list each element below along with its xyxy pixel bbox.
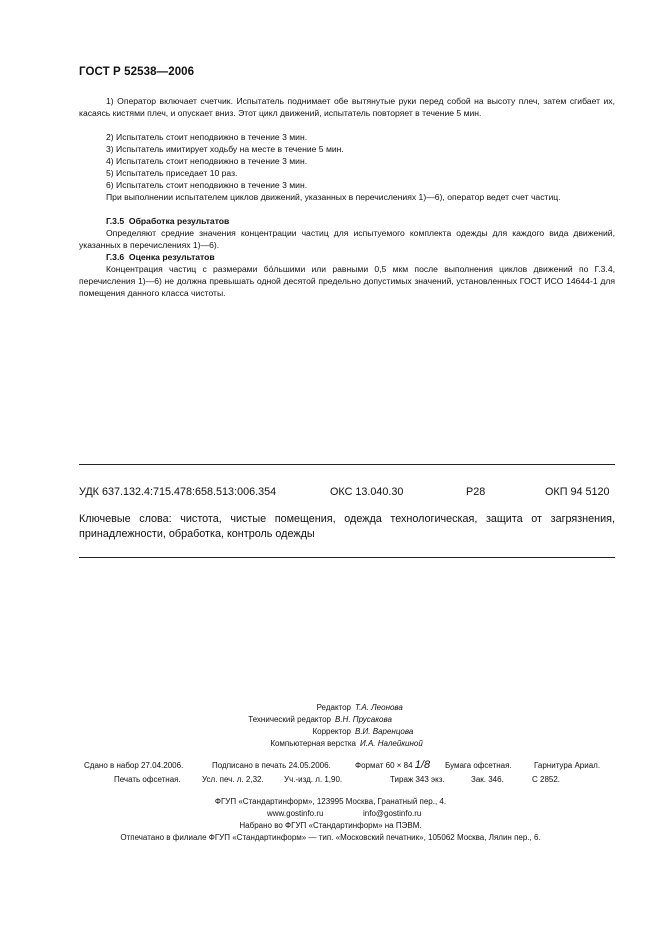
section-g36-title: Оценка результатов (128, 252, 215, 262)
imprint-uch: Уч.-изд. л. 1,90. (284, 775, 343, 784)
oks-code: ОКС 13.040.30 (330, 486, 404, 498)
imprint-paper: Бумага офсетная. (445, 761, 512, 770)
imprint-submitted: Сдано в набор 27.04.2006. (84, 761, 184, 770)
divider-top (79, 464, 615, 465)
section-g36-text: Концентрация частиц с размерами бо́льшими или равными 0,5 мкм после выполнения циклов движений по Г.3.4, перечисления 1)—6) не должна превышать одной десятой предельно допустимых значений, установленных ГОСТ ИСО 14644-1 для помещения данного класса чистоты. (79, 264, 615, 298)
publisher-address: ФГУП «Стандартинформ», 123995 Москва, Гранатный пер., 4. (214, 797, 447, 806)
imprint-zak: Зак. 346. (471, 775, 504, 784)
imprint-c-code: С 2852. (532, 775, 561, 784)
imprint-tirazh: Тираж 343 экз. (390, 775, 445, 784)
keywords: Ключевые слова: чистота, чистые помещения, одежда технологическая, защита от загрязнения, принадлежности, обработка, контроль одежды (79, 513, 615, 540)
credit-name-editor: Т.А. Леонова (355, 703, 403, 712)
section-g35-heading (79, 215, 642, 227)
publisher-printed: Отпечатано в филиале ФГУП «Стандартинформ» — тип. «Московский печатник», 105062 Москва, Лялин пер., 6. (120, 833, 541, 842)
document-number: ГОСТ Р 52538—2006 (79, 66, 195, 78)
step-4: 4) Испытатель стоит неподвижно в течение 3 мин. (106, 156, 308, 166)
udk-code: УДК 637.132.4:715.478:658.513:006.354 (79, 486, 277, 498)
divider-bottom (79, 557, 615, 558)
section-g36-number: Г.3.6 (106, 252, 125, 262)
publisher-email-link[interactable]: info@gostinfo.ru (363, 809, 422, 818)
imprint-signed: Подписано в печать 24.05.2006. (212, 761, 331, 770)
imprint-format-label: Формат 60 × 84 (355, 761, 413, 770)
section-g35-title: Обработка результатов (128, 216, 230, 226)
count-paragraph: При выполнении испытателем циклов движений, указанных в перечислениях 1)—6), оператор ведет счет частиц. (106, 192, 561, 202)
step-5: 5) Испытатель приседает 10 раз. (106, 168, 238, 178)
section-g35-number: Г.3.5 (106, 216, 125, 226)
imprint-print: Печать офсетная. (114, 775, 181, 784)
imprint-typeface: Гарнитура Ариал. (534, 761, 601, 770)
credit-name-corrector: В.И. Варенцова (355, 727, 414, 736)
imprint-format-fraction: 1/8 (414, 759, 431, 771)
credit-role-editor: Редактор (316, 703, 351, 712)
okp-code: ОКП 94 5120 (545, 486, 610, 498)
section-g36-heading (79, 251, 642, 263)
step-3: 3) Испытатель имитирует ходьбу на месте в течение 5 мин. (106, 144, 344, 154)
credit-role-tech-editor: Технический редактор (248, 715, 331, 724)
group-code: Р28 (466, 486, 486, 498)
publisher-typeset: Набрано во ФГУП «Стандартинформ» на ПЭВМ. (239, 821, 422, 830)
imprint-usl: Усл. печ. л. 2,32. (202, 775, 264, 784)
publisher-site-link[interactable]: www.gostinfo.ru (267, 809, 324, 818)
credit-role-corrector: Корректор (312, 727, 351, 736)
step-6: 6) Испытатель стоит неподвижно в течение 3 мин. (106, 180, 308, 190)
section-g35-text: Определяют средние значения концентрации частиц для испытуемого комплекта одежды для каждого вида движений, указанных в перечислениях 1)—6). (79, 228, 615, 250)
step-1-paragraph: 1) Оператор включает счетчик. Испытатель поднимает обе вытянутые руки перед собой на высоту плеч, затем сгибает их, касаясь кистями плеч, и опускает вниз. Этот цикл движений, испытатель повторяет в течение 5 мин. (79, 96, 615, 118)
imprint-format (355, 759, 430, 771)
credit-name-tech-editor: В.Н. Прусакова (335, 715, 392, 724)
credit-role-layout: Компьютерная верстка (270, 739, 356, 748)
step-2: 2) Испытатель стоит неподвижно в течение 3 мин. (106, 132, 308, 142)
credit-name-layout: И.А. Налейкиной (360, 739, 423, 748)
